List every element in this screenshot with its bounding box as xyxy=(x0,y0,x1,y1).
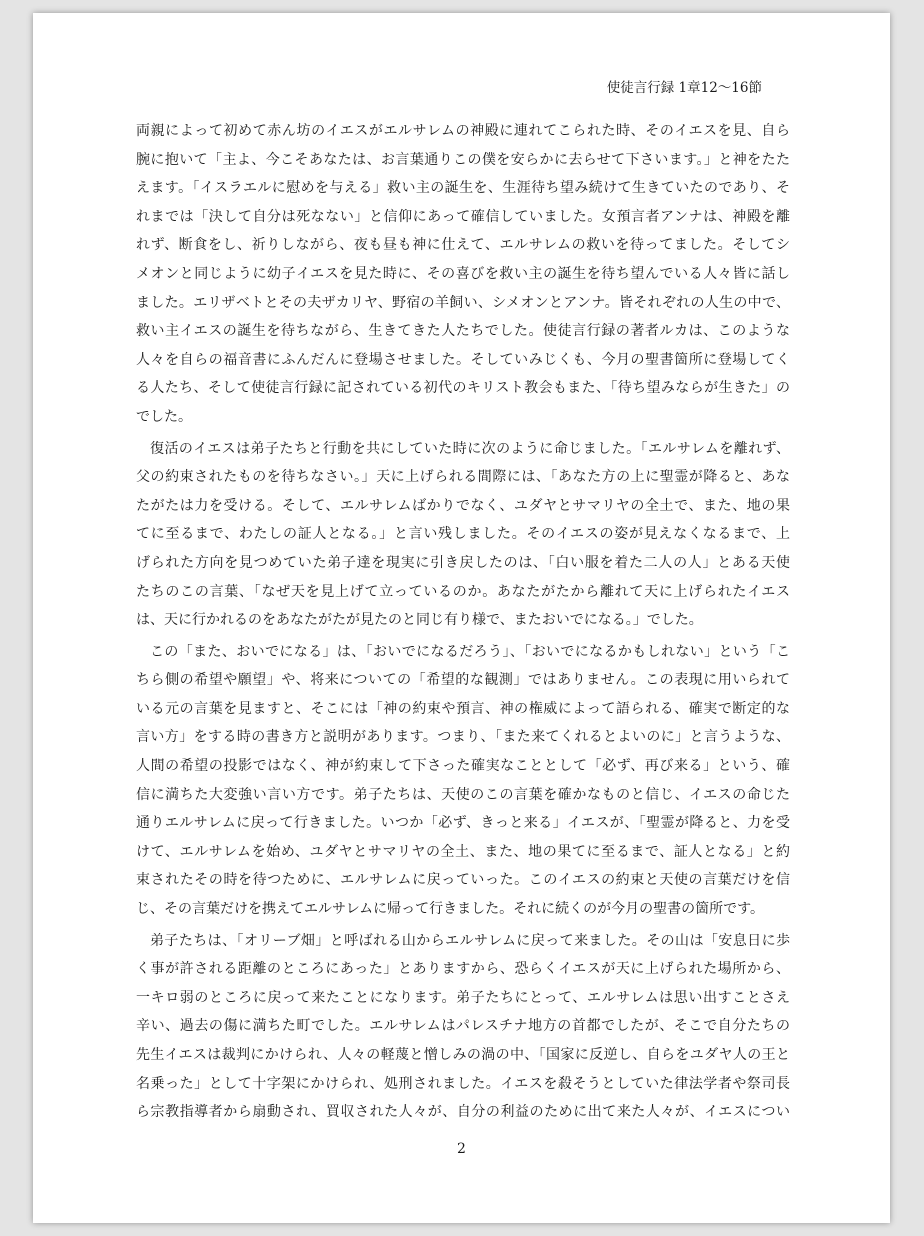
paragraph xyxy=(136,927,790,1127)
text-line: れず、断食をし、祈りしながら、夜も昼も神に仕えて、エルサレムの救いを待ってました。そしてシ xyxy=(136,237,790,254)
text-line: じ、その言葉だけを携えてエルサレムに帰って行きました。それに続くのが今月の聖書の箇所です。 xyxy=(136,901,765,918)
text-line: げられた方向を見つめていた弟子達を現実に引き戻したのは、「白い服を着た二人の人」とある天使 xyxy=(136,554,790,571)
text-line: てに至るまで、わたしの証人となる。」と言い残しました。そのイエスの姿が見えなくなるまで、上 xyxy=(136,526,790,543)
paragraph xyxy=(136,638,790,924)
text-line: 束されたその時を待つために、エルサレムに戻っていった。このイエスの約束と天使の言葉だけを信 xyxy=(136,872,790,889)
text-line: 両親によって初めて赤ん坊のイエスがエルサレムの神殿に連れてこられた時、そのイエスを見、自ら xyxy=(136,123,790,139)
text-line: でした。 xyxy=(136,408,192,425)
text-line: 言い方」をする時の書き方と説明があります。つまり、「また来てくれるとよいのに」と言うような、 xyxy=(136,729,790,746)
text-line: メオンと同じように幼子イエスを見た時に、その喜びを救い主の誕生を待ち望んでいる人々皆に話し xyxy=(136,265,790,282)
text-line: る人たち、そして使徒言行録に記されている初代のキリスト教会もまた、「待ち望みならが生きた」の xyxy=(136,380,790,397)
text-line: 先生イエスは裁判にかけられ、人々の軽蔑と憎しみの渦の中、「国家に反逆し、自らをユダヤ人の王と xyxy=(136,1047,790,1063)
text-line: この「また、おいでになる」は、「おいでになるだろう」、「おいでになるかもしれない」という「こ xyxy=(150,643,790,660)
text-line: は、天に行かれるのをあなたがたが見たのと同じ有り様で、またおいでになる。」でした。 xyxy=(136,612,703,629)
paragraph xyxy=(136,117,790,432)
text-line: けて、エルサレムを始め、ユダヤとサマリヤの全土、また、地の果てに至るまで、証人となる」と約 xyxy=(136,843,790,860)
text-line: く事が許される距離のところにあった」とありますから、恐らくイエスが天に上げられた場所から、 xyxy=(136,961,790,978)
text-line: 人間の希望の投影ではなく、神が約束して下さった確実なこととして「必ず、再び来る」という、確 xyxy=(136,758,790,775)
running-header: 使徒言行録 1章12〜16節 xyxy=(606,80,762,96)
text-line: 腕に抱いて「主よ、今こそあなたは、お言葉通りこの僕を安らかに去らせて下さいます。」と神をたた xyxy=(136,151,790,168)
text-line: 人々を自らの福音書にふんだんに登場させました。そしていみじくも、今月の聖書箇所に登場してく xyxy=(136,351,790,368)
paragraph xyxy=(136,435,790,635)
text-line: たがたは力を受ける。そして、エルサレムばかりでなく、ユダヤとサマリヤの全土で、また、地の果 xyxy=(136,497,790,514)
text-line: 辛い、過去の傷に満ちた町でした。エルサレムはパレスチナ地方の首都でしたが、そこで自分たちの xyxy=(136,1018,790,1035)
text-line: れまでは「決して自分は死なない」と信仰にあって確信していました。女預言者アンナは、神殿を離 xyxy=(136,208,790,225)
text-line: ちら側の希望や願望」や、将来についての「希望的な観測」ではありません。この表現に用いられて xyxy=(136,672,790,689)
text-line: 救い主イエスの誕生を待ちながら、生きてきた人たちでした。使徒言行録の著者ルカは、このような xyxy=(136,323,790,340)
text-line: たちのこの言葉、「なぜ天を見上げて立っているのか。あなたがたから離れて天に上げられたイエス xyxy=(136,583,790,600)
text-line: 信に満ちた大変強い言い方です。弟子たちは、天使のこの言葉を確かなものと信じ、イエスの命じた xyxy=(136,786,790,803)
text-line: 名乗った」として十字架にかけられ、処刑されました。イエスを殺そうとしていた律法学者や祭司長 xyxy=(136,1075,790,1092)
text-line: 一キロ弱のところに戻って来たことになります。弟子たちにとって、エルサレムは思い出すことさえ xyxy=(136,989,790,1006)
body-text xyxy=(136,117,790,1127)
document-page xyxy=(33,13,890,1223)
text-line: ら宗教指導者から扇動され、買収された人々が、自分の利益のために出て来た人々が、イエスについ xyxy=(136,1104,790,1121)
text-line: いる元の言葉を見ますと、そこには「神の約束や預言、神の権威によって語られる、確実で断定的な xyxy=(136,700,790,717)
text-line: 父の約束されたものを待ちなさい。」天に上げられる間際には、「あなた方の上に聖霊が降ると、あな xyxy=(136,469,790,486)
text-line: 復活のイエスは弟子たちと行動を共にしていた時に次のように命じました。「エルサレムを離れず、 xyxy=(150,440,790,457)
page-number: 2 xyxy=(457,1141,466,1157)
text-line: ました。エリザベトとその夫ザカリヤ、野宿の羊飼い、シメオンとアンナ。皆それぞれの人生の中で、 xyxy=(136,294,790,311)
text-line: 弟子たちは、「オリーブ畑」と呼ばれる山からエルサレムに戻って来ました。その山は「安息日に歩 xyxy=(150,932,790,949)
text-line: えます。「イスラエルに慰めを与える」救い主の誕生を、生涯待ち望み続けて生きていたのであり、そ xyxy=(136,180,790,197)
text-line: 通りエルサレムに戻って行きました。いつか「必ず、きっと来る」イエスが、「聖霊が降ると、力を受 xyxy=(136,815,790,832)
